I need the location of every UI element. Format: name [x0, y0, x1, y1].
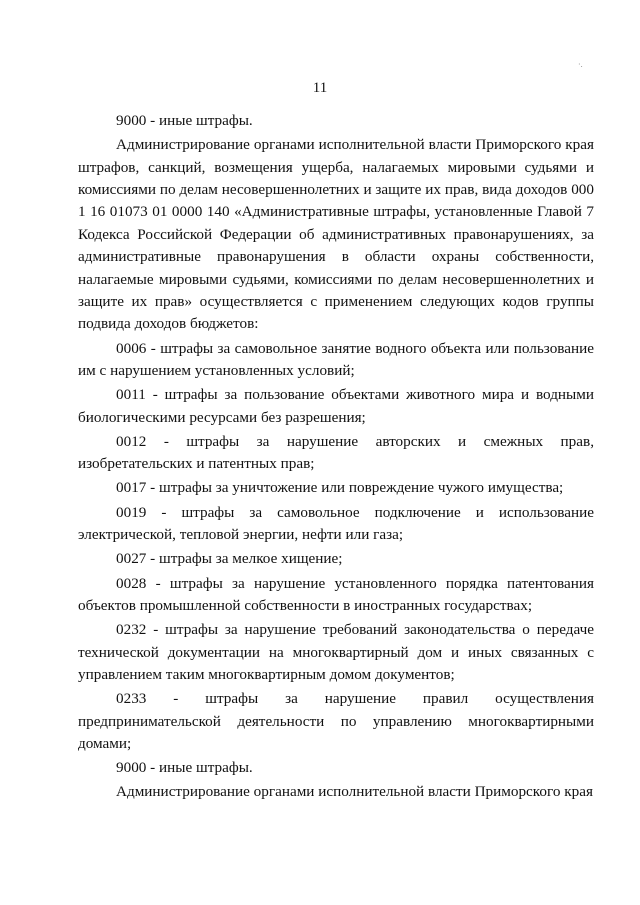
paragraph-5: 0012 - штрафы за нарушение авторских и смежных прав, изобретательских и патентных прав;	[78, 432, 594, 473]
page-number: 11	[312, 80, 328, 96]
paragraph-9: 0028 - штрафы за нарушение установленного порядка патентования объектов промышленной собственности в иностранных государствах;	[78, 574, 594, 614]
scan-mark: ·.	[578, 60, 583, 69]
paragraph-4: 0011 - штрафы за пользование объектами животного мира и водными биологическими ресурсами без разрешения;	[78, 386, 594, 426]
paragraph-8: 0027 - штрафы за мелкое хищение;	[116, 550, 343, 568]
paragraph-11: 0233 - штрафы за нарушение правил осуществления предпринимательской деятельности по управлению многоквартирными домами;	[78, 690, 594, 752]
paragraph-6: 0017 - штрафы за уничтожение или повреждение чужого имущества;	[116, 479, 564, 497]
paragraph-10: 0232 - штрафы за нарушение требований законодательства о передаче технической документации на многоквартирный дом и иных связанных с управлением таким многоквартирным домом документов;	[78, 621, 594, 683]
paragraph-1: 9000 - иные штрафы.	[116, 112, 253, 129]
paragraph-12: 9000 - иные штрафы.	[116, 759, 253, 777]
paragraph-2: Администрирование органами исполнительной власти Приморского края штрафов, санкций, возмещения ущерба, налагаемых мировыми судьями и комиссиями по делам несовершеннолетних и защите их прав, вида доходов 000 1 16 01073 01 0000 140 «Административные штрафы, установленные Главой 7 Кодекса Российской Федерации об административных правонарушениях, за административные правонарушения в области охраны собственности, налагаемые мировыми судьями, комиссиями по делам несовершеннолетних и защите их прав» осуществляется с применением следующих кодов группы подвида доходов бюджетов:	[78, 136, 594, 333]
paragraph-3: 0006 - штрафы за самовольное занятие водного объекта или пользование им с нарушением установленных условий;	[78, 339, 594, 380]
document-body	[78, 110, 594, 806]
paragraph-7: 0019 - штрафы за самовольное подключение и использование электрической, тепловой энергии, нефти или газа;	[78, 503, 594, 544]
paragraph-13: Администрирование органами исполнительной власти Приморского края	[116, 783, 593, 801]
